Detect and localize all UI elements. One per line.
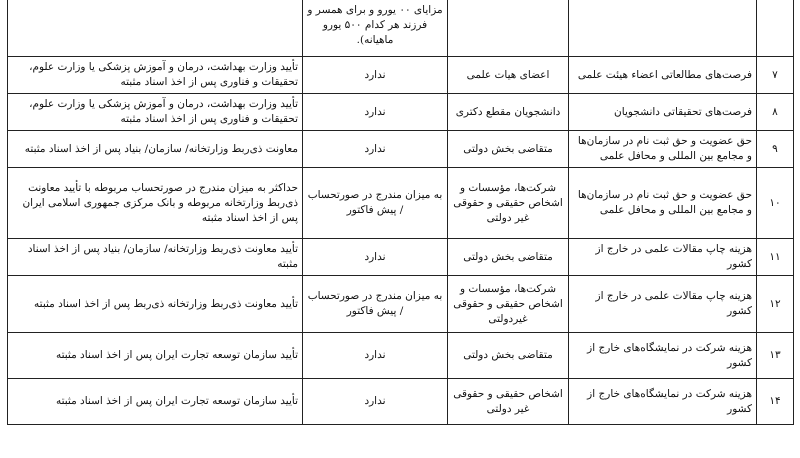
- applicant-cell: [448, 0, 569, 57]
- amount-limit: به میزان مندرج در صورتحساب / پیش فاکتور: [307, 290, 443, 317]
- row-number: ۱۴: [769, 395, 781, 407]
- item-title-cell: [569, 239, 757, 276]
- applicant-cell: [448, 276, 569, 333]
- item-title-cell: [569, 379, 757, 425]
- amount-limit-cell: [303, 94, 448, 131]
- item-title: هزینه چاپ مقالات علمی در خارج از کشور: [595, 290, 752, 317]
- amount-limit: ندارد: [364, 395, 386, 407]
- applicant-cell: [448, 131, 569, 168]
- item-title: فرصت‌های مطالعاتی اعضاء هیئت علمی: [577, 68, 752, 81]
- applicant-cell: [448, 379, 569, 425]
- row-number-cell: [757, 379, 794, 425]
- row-number-cell: [757, 131, 794, 168]
- row-number-cell: [757, 94, 794, 131]
- item-title: هزینه شرکت در نمایشگاه‌های خارج از کشور: [587, 341, 752, 369]
- applicant: اشخاص حقیقی و حقوقی غیر دولتی: [453, 387, 563, 415]
- approval-condition: تأیید معاونت ذی‌ربط وزارتخانه/ سازمان/ بنیاد پس از اخذ اسناد مثبته: [27, 243, 298, 270]
- approval-condition: معاونت ذی‌ربط وزارتخانه/ سازمان/ بنیاد پس از اخذ اسناد مثبته: [24, 142, 298, 155]
- item-title: هزینه شرکت در نمایشگاه‌های خارج از کشور: [587, 387, 752, 415]
- row-number-cell: [757, 0, 794, 57]
- amount-limit: ندارد: [364, 142, 386, 155]
- table-row: [8, 57, 794, 94]
- table-row: [8, 94, 794, 131]
- row-number-cell: [757, 57, 794, 94]
- amount-limit: ندارد: [364, 250, 386, 263]
- row-number-cell: [757, 168, 794, 239]
- row-number: ۸: [772, 105, 778, 118]
- approval-condition-cell: [8, 94, 303, 131]
- approval-condition-cell: [8, 57, 303, 94]
- applicant: متقاضی بخش دولتی: [463, 250, 553, 263]
- table-row: [8, 333, 794, 379]
- amount-limit-cell: [303, 57, 448, 94]
- item-title: حق عضویت و حق ثبت نام در سازمان‌ها و مجامع بین المللی و محافل علمی: [577, 135, 752, 162]
- approval-condition: تأیید سازمان توسعه تجارت ایران پس از اخذ اسناد مثبته: [55, 395, 298, 407]
- approval-condition: تأیید وزارت بهداشت، درمان و آموزش پزشکی یا وزارت علوم، تحقیقات و فناوری پس از اخذ اسناد مثبته: [29, 98, 298, 125]
- item-title-cell: [569, 0, 757, 57]
- applicant-cell: [448, 168, 569, 239]
- amount-limit-cell: [303, 276, 448, 333]
- applicant: شرکت‌ها، مؤسسات و اشخاص حقیقی و حقوقی غیر دولتی: [453, 181, 563, 224]
- approval-condition-cell: [8, 131, 303, 168]
- approval-condition-cell: [8, 239, 303, 276]
- approval-condition-cell: [8, 168, 303, 239]
- table-row: [8, 131, 794, 168]
- amount-limit: ندارد: [364, 349, 386, 361]
- item-title-cell: [569, 276, 757, 333]
- row-number-cell: [757, 333, 794, 379]
- item-title-cell: [569, 94, 757, 131]
- row-number: ۹: [772, 142, 778, 155]
- applicant: اعضای هیات علمی: [466, 68, 550, 81]
- approval-condition-cell: [8, 333, 303, 379]
- applicant: متقاضی بخش دولتی: [463, 142, 553, 155]
- amount-limit-cell: [303, 131, 448, 168]
- approval-condition: تأیید وزارت بهداشت، درمان و آموزش پزشکی یا وزارت علوم، تحقیقات و فناوری پس از اخذ اسناد مثبته: [29, 61, 298, 88]
- amount-limit-cell: [303, 239, 448, 276]
- item-title: حق عضویت و حق ثبت نام در سازمان‌ها و مجامع بین المللی و محافل علمی: [577, 189, 752, 216]
- regulations-table: [7, 0, 794, 425]
- row-number: ۱۳: [769, 349, 781, 361]
- row-number: ۱۲: [769, 297, 781, 310]
- amount-limit: مزایای ۰۰ یورو و برای همسر و فرزند هر کدام ۵۰۰ یورو ماهیانه).: [307, 4, 443, 46]
- item-title: فرصت‌های تحقیقاتی دانشجویان: [614, 105, 752, 118]
- row-number: ۷: [772, 68, 778, 81]
- row-number: ۱۱: [769, 250, 781, 263]
- row-number-cell: [757, 276, 794, 333]
- applicant: دانشجویان مقطع دکتری: [455, 105, 561, 118]
- table-row: [8, 239, 794, 276]
- amount-limit: ندارد: [364, 105, 386, 118]
- applicant: متقاضی بخش دولتی: [463, 349, 553, 361]
- table-row: [8, 168, 794, 239]
- amount-limit-cell: [303, 0, 448, 57]
- amount-limit: به میزان مندرج در صورتحساب / پیش فاکتور: [307, 189, 443, 216]
- item-title-cell: [569, 131, 757, 168]
- row-number: ۱۰: [769, 196, 781, 209]
- approval-condition: تأیید سازمان توسعه تجارت ایران پس از اخذ اسناد مثبته: [55, 349, 298, 361]
- table-row: [8, 379, 794, 425]
- applicant: شرکت‌ها، مؤسسات و اشخاص حقیقی و حقوقی غیردولتی: [453, 282, 563, 325]
- applicant-cell: [448, 57, 569, 94]
- item-title-cell: [569, 168, 757, 239]
- amount-limit-cell: [303, 168, 448, 239]
- approval-condition: تأیید معاونت ذی‌ربط وزارتخانه ذی‌ربط پس از اخذ اسناد مثبته: [34, 297, 298, 310]
- amount-limit-cell: [303, 379, 448, 425]
- table-row: [8, 276, 794, 333]
- item-title-cell: [569, 333, 757, 379]
- row-number-cell: [757, 239, 794, 276]
- amount-limit: ندارد: [364, 68, 386, 81]
- approval-condition: حداکثر به میزان مندرج در صورتحساب مربوطه با تأیید معاونت ذی‌ربط وزارتخانه مربوطه و بانک مرکزی جمهوری اسلامی ایران پس از اخذ اسناد مثبته: [22, 181, 298, 224]
- approval-condition-cell: [8, 379, 303, 425]
- applicant-cell: [448, 239, 569, 276]
- applicant-cell: [448, 94, 569, 131]
- table-body: [8, 0, 794, 425]
- approval-condition-cell: [8, 276, 303, 333]
- item-title: هزینه چاپ مقالات علمی در خارج از کشور: [595, 243, 752, 270]
- applicant-cell: [448, 333, 569, 379]
- approval-condition-cell: [8, 0, 303, 57]
- table-row: [8, 0, 794, 57]
- amount-limit-cell: [303, 333, 448, 379]
- item-title-cell: [569, 57, 757, 94]
